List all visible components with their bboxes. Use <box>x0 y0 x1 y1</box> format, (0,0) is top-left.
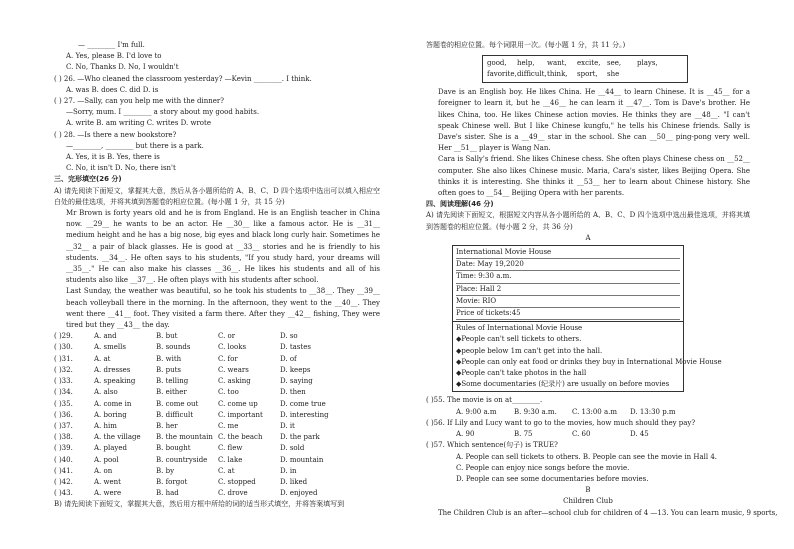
cloze-option-row <box>54 410 380 421</box>
word-box-word: excite, <box>577 59 601 68</box>
question-number: ( )35. <box>54 399 73 408</box>
word-box-word: help, <box>517 59 535 68</box>
notice-detail-line: Price of tickets:45 <box>456 308 680 320</box>
notice-detail-line: Place: Hall 2 <box>456 284 680 296</box>
q25-options-cd: C. No, Thanks D. No, I wouldn't <box>66 63 179 72</box>
q26-options: A. was B. does C. did D. is <box>66 85 159 94</box>
option-choice: C. flew <box>218 444 243 453</box>
option-choice: A. and <box>94 332 117 341</box>
option-choice: D. come true <box>280 399 326 408</box>
word-box-word: favorite, <box>487 70 517 79</box>
cloze-option-row <box>54 331 380 342</box>
notice-detail-line: Movie: RIO <box>456 296 680 308</box>
option-choice: D. so <box>280 332 298 341</box>
question-number: ( )31. <box>54 354 73 363</box>
q27-reply: —Sorry, mum. I ________ a story about my good habits. <box>66 108 260 117</box>
option-choice: B. had <box>156 489 179 498</box>
section4-title: 四、阅读理解(46 分) <box>426 200 494 209</box>
section4-instructions: A) 请先阅读下面短文，根据短文内容从各小题所给的 A、B、C、D 四个选项中选出最佳选项，并将其填到答题卷的相应位置。(每小题 2 分，共 36 分) <box>426 211 750 231</box>
option-choice: D. then <box>280 388 306 397</box>
option-choice: B. her <box>156 421 178 430</box>
option-choice: D. tastes <box>280 343 311 352</box>
passage-b-title: Children Club <box>563 497 613 506</box>
option-choice: A. were <box>94 489 122 498</box>
answer-option: C. People can enjoy nice songs before the movie. <box>456 463 630 472</box>
q27-options: A. write B. am writing C. writes D. wrote <box>66 119 211 128</box>
option-choice: A. smells <box>94 343 126 352</box>
option-choice: A. him <box>94 421 117 430</box>
q55-options <box>426 407 750 418</box>
question-number: ( )40. <box>54 455 73 464</box>
option-choice: B. forgot <box>156 477 188 486</box>
notice-detail-line: Time: 9:30 a.m. <box>456 271 680 283</box>
answer-option: D. 45 <box>630 430 649 439</box>
cloze-option-row <box>54 376 380 387</box>
right-column <box>426 40 778 519</box>
question-number: ( )36. <box>54 410 73 419</box>
option-choice: B. but <box>156 332 178 341</box>
cloze-passage-paragraph-2: Last Sunday, the weather was beautiful, so he took his students to __38__. They __39__ beach volleyball there in the morning. In the afternoon, they went to the __40__. They went there __41__ foot. They visited a farm there. After they __42__ fishing, They were tired but they __43__ the day. <box>66 287 380 330</box>
question-number: ( )30. <box>54 343 73 352</box>
answer-option: A. 90 <box>456 430 475 439</box>
option-choice: B. telling <box>156 377 189 386</box>
option-choice: C. drove <box>218 489 248 498</box>
q25-options-ab: A. Yes, please B. I'd love to <box>66 52 162 61</box>
question-number: ( )29. <box>54 332 73 341</box>
option-choice: C. too <box>218 388 239 397</box>
word-box-word: difficult, <box>517 70 547 79</box>
q28-reply: —________, ________ but there is a park. <box>66 141 204 150</box>
option-choice: C. stopped <box>218 477 256 486</box>
option-choice: B. the mountain <box>156 433 213 442</box>
cloze-option-row <box>54 466 380 477</box>
movie-notice-box <box>452 245 722 392</box>
option-choice: C. for <box>218 354 238 363</box>
question-number: ( )41. <box>54 466 73 475</box>
notice-detail-line: International Movie House <box>456 247 680 259</box>
cloze-option-row <box>54 432 380 443</box>
cloze-passage-paragraph-1: Mr Brown is forty years old and he is from England. He is an English teacher in China now. __29__ he wants to be an actor. He __30__ like a famous actor. He is __31__ medium height and he has a big nose, big eyes and black long curly hair. Sometimes he __32__ a pair of black glasses. He is good at __33__ stories and he is friendly to his students. __34__. He often says to his students, "If you study hard, your dreams will __35__." He can also make his classes __36__. He likes his students and all of his students also like __37__. He often plays with his students after school. <box>66 209 380 285</box>
option-choice: A. boring <box>94 410 127 419</box>
option-choice: B. come out <box>156 399 199 408</box>
word-box-word: plays, <box>637 59 658 68</box>
answer-option: C. 60 <box>572 430 591 439</box>
option-choice: A. on <box>94 466 113 475</box>
option-choice: A. the village <box>94 433 141 442</box>
answer-option: A. People can sell tickets to others. B. People can see the movie in Hall 4. <box>456 452 718 461</box>
notice-rule-line: ◆People can only eat food or drinks they buy in International Movie House <box>456 357 722 366</box>
option-choice: C. important <box>218 410 263 419</box>
option-choice: A. played <box>94 444 127 453</box>
question-number: ( )43. <box>54 489 73 498</box>
option-choice: B. puts <box>156 365 181 374</box>
q55-stem: ( )55. The movie is on at________. <box>426 396 543 405</box>
word-box-word: see, <box>607 59 622 68</box>
option-choice: C. lake <box>218 455 243 464</box>
notice-rules <box>453 321 722 391</box>
word-box <box>482 55 688 83</box>
q27-stem: ( ) 27. —Sally, can you help me with the dinner? <box>54 97 224 106</box>
cloze-option-row <box>54 387 380 398</box>
option-choice: C. at <box>218 466 235 475</box>
option-choice: A. went <box>94 477 121 486</box>
option-choice: C. the beach <box>218 433 263 442</box>
option-choice: B. difficult <box>156 410 194 419</box>
option-choice: B. either <box>156 388 187 397</box>
question-number: ( )38. <box>54 433 73 442</box>
option-choice: B. countryside <box>156 455 208 464</box>
option-choice: C. wears <box>218 365 249 374</box>
passage-b-label: B <box>585 486 591 495</box>
answer-option: D. People can see some documentaries before movies. <box>456 474 649 483</box>
notice-detail-line: Date: May 19,2020 <box>456 259 680 271</box>
cloze-options-table <box>54 331 380 499</box>
q28-options-cd: C. No, it isn't D. No, there isn't <box>66 164 176 173</box>
section3a-instructions: A) 请先阅读下面短文，掌握其大意，然后从各小题所给的 A、B、C、D 四个选项中选出可以填入相应空白处的最佳选项，并将其填到答题卷的相应位置。(每小题 1 分，共 15 分) <box>54 186 380 206</box>
option-choice: D. enjoyed <box>280 489 318 498</box>
option-choice: C. or <box>218 332 236 341</box>
passage-a-label: A <box>585 233 591 242</box>
option-choice: B. with <box>156 354 182 363</box>
section3b-instructions-cont: 答题卷的相应位置。每个词限用一次。(每小题 1 分，共 11 分。) <box>426 41 626 49</box>
notice-rule-line: ◆People can't take photos in the hall <box>456 369 587 378</box>
option-choice: D. saying <box>280 377 313 386</box>
option-choice: C. me <box>218 421 239 430</box>
question-number: ( )33. <box>54 377 73 386</box>
answer-option: D. 13:30 p.m <box>630 407 676 416</box>
cloze-option-row <box>54 421 380 432</box>
answer-option: B. 75 <box>514 430 533 439</box>
question-number: ( )34. <box>54 388 73 397</box>
q57-stem: ( )57. Which sentence(句子) is TRUE? <box>426 441 558 450</box>
word-box-row-1 <box>487 58 683 69</box>
option-choice: A. at <box>94 354 111 363</box>
option-choice: D. sold <box>280 444 305 453</box>
option-choice: D. of <box>280 354 297 363</box>
notice-rule-line: ◆people below 1m can't get into the hall. <box>456 346 603 355</box>
cloze-option-row <box>54 365 380 376</box>
question-number: ( )42. <box>54 477 73 486</box>
cloze-option-row <box>54 342 380 353</box>
question-number: ( )37. <box>54 421 73 430</box>
option-choice: D. interesting <box>280 410 329 419</box>
notice-details <box>453 246 683 321</box>
section3b-instructions: B) 请先阅读下面短文，掌握其大意，然后用方框中所给的词的适当形式填空，并将答案填写到 <box>54 500 345 509</box>
word-box-word: good, <box>487 59 507 68</box>
notice-rules-list <box>456 334 722 390</box>
cloze-option-row <box>54 488 380 499</box>
q56-options <box>426 429 750 440</box>
option-choice: D. keeps <box>280 365 311 374</box>
word-box-word: she <box>607 70 620 79</box>
answer-option: B. 9:30 a.m. <box>514 407 557 416</box>
option-choice: B. bought <box>156 444 191 453</box>
option-choice: A. speaking <box>94 377 136 386</box>
option-choice: C. looks <box>218 343 247 352</box>
word-passage-paragraph-1: Dave is an English boy. He likes China. He __44__ to learn Chinese. It is __45__ for a foreigner to learn it, but he __46__ he can learn it __47__. Tom is Dave's brother. He likes China, too. He likes Chinese action movies. He thinks they are __48__. "I can't speak Chinese well. But I like Chinese kungfu," he tells his Chinese friends. Sally is Dave's sister. She is a __49__ star in the school. She can __50__ ping-pong very well. Her __51__ player is Wang Nan. <box>438 88 750 153</box>
option-choice: D. in <box>280 466 297 475</box>
option-choice: A. pool <box>94 455 119 464</box>
club-passage-line: The Children Club is an after—school club for children of 4 —13. You can learn music, 9 sports, <box>438 508 778 517</box>
notice-rules-title: Rules of International Movie House <box>456 324 583 333</box>
option-choice: D. it <box>280 421 295 430</box>
left-column <box>54 40 380 511</box>
word-box-word: want, <box>547 59 567 68</box>
option-choice: D. mountain <box>280 455 324 464</box>
cloze-option-row <box>54 455 380 466</box>
option-choice: D. the park <box>280 433 320 442</box>
word-box-row-2 <box>487 69 683 80</box>
cloze-option-row <box>54 399 380 410</box>
question-number: ( )39. <box>54 444 73 453</box>
option-choice: C. come up <box>218 399 258 408</box>
q25-answer-line: — ________ I'm full. <box>78 41 145 49</box>
notice-rule-line: ◆People can't sell tickets to others. <box>456 335 582 344</box>
answer-option: C. 13:00 a.m <box>572 407 617 416</box>
q26-stem: ( ) 26. —Who cleaned the classroom yesterday? —Kevin ________. I think. <box>54 74 312 83</box>
pre-question-lines <box>54 40 380 174</box>
word-box-word: think, <box>547 70 568 79</box>
answer-option: A. 9:00 a.m <box>456 407 497 416</box>
section3-title: 三、完形填空(26 分) <box>54 175 122 184</box>
option-choice: B. by <box>156 466 175 475</box>
option-choice: B. sounds <box>156 343 191 352</box>
cloze-option-row <box>54 477 380 488</box>
question-number: ( )32. <box>54 365 73 374</box>
notice-rule-line: ◆Some documentaries (纪录片) are usually on before movies <box>456 380 670 389</box>
q28-stem: ( ) 28. —Is there a new bookstore? <box>54 130 177 139</box>
cloze-option-row <box>54 354 380 365</box>
q28-options-ab: A. Yes, it is B. Yes, there is <box>66 153 160 162</box>
option-choice: A. dresses <box>94 365 131 374</box>
option-choice: A. also <box>94 388 118 397</box>
cloze-option-row <box>54 443 380 454</box>
option-choice: A. come in <box>94 399 132 408</box>
q57-options <box>426 452 750 486</box>
option-choice: C. asking <box>218 377 251 386</box>
word-passage-paragraph-2: Cara is Sally's friend. She likes Chinese chess. She often plays Chinese chess on __52__ computer. She also likes Chinese music. Maria, Cara's sister, likes Beijing Opera. She thinks it is interesting. She thinks it __53__ her to learn about Chinese history. She often goes to __54__ Beijing Opera with her parents. <box>438 155 750 198</box>
option-choice: D. liked <box>280 477 308 486</box>
word-box-word: sport, <box>577 70 598 79</box>
q56-stem: ( )56. If Lily and Lucy want to go to the movies, how much should they pay? <box>426 418 696 427</box>
